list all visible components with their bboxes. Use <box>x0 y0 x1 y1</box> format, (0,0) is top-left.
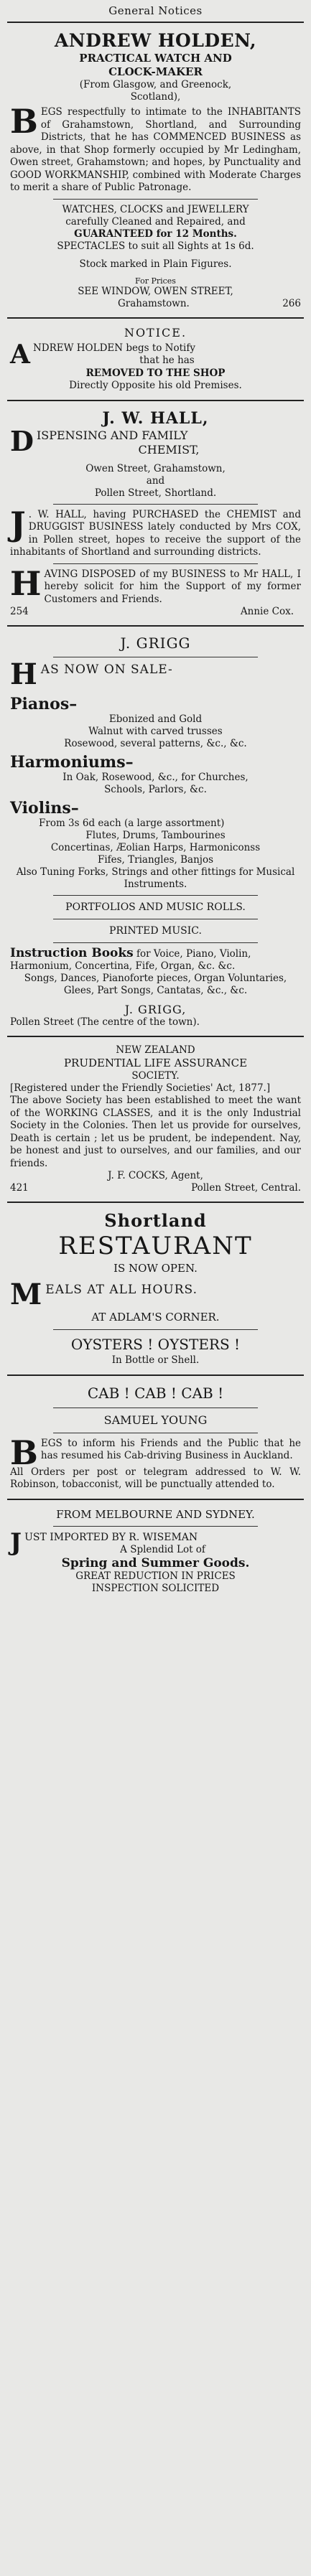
notice-line-4: Directly Opposite his old Premises. <box>69 380 242 391</box>
divider <box>7 1499 304 1500</box>
wiseman-inspection: INSPECTION SOLICITED <box>91 1582 220 1594</box>
holden-intro <box>10 102 301 195</box>
notice-line-2: that he has <box>139 355 195 366</box>
violins-heading: Violins– <box>10 799 79 818</box>
instruction-books-bold: Instruction Books <box>10 946 134 960</box>
holden-origin: (From Glasgow, and Greenock, <box>79 79 232 90</box>
instruction-books-text: for Voice, Piano, Violin, Harmonium, Concertina, Fife, Organ, &c. &c. <box>10 948 251 972</box>
holden-notice <box>7 326 304 393</box>
holden-name: ANDREW HOLDEN, <box>54 30 257 51</box>
holden-watches: WATCHES, CLOCKS and JEWELLERY <box>62 203 249 215</box>
holden-stock: Stock marked in Plain Figures. <box>79 258 232 270</box>
holden-watches-2: carefully Cleaned and Repaired, and <box>65 215 246 228</box>
violins-line-1: From 3s 6d each (a large assortment) <box>39 818 225 829</box>
divider <box>53 895 258 896</box>
divider <box>7 22 304 23</box>
grigg-has <box>10 657 301 691</box>
grigg-signature: J. GRIGG, <box>124 1003 187 1016</box>
prudential-body: The above Society has been established to meet the want of the WORKING CLASSES, and it is the only Industrial Society in the Colonies. Then let us provide for ourselves, Death is certain ; let us be prudent, be independent. Nay, be honest and just to ourselves, and our families, and our friends. <box>10 1095 301 1169</box>
prudential-agent: J. F. COCKS, Agent, <box>108 1170 203 1181</box>
divider <box>53 942 258 943</box>
section-header <box>7 0 304 17</box>
cab-orders: All Orders per post or telegram addressed to W. W. Robinson, tobacconist, will be punctually attended to. <box>10 1466 301 1490</box>
restaurant-shortland: Shortland <box>104 1210 207 1231</box>
prudential-ad <box>7 1044 304 1194</box>
hall-trade-dropcap: D <box>10 424 34 457</box>
divider <box>7 1202 304 1203</box>
newspaper-page <box>7 0 304 2576</box>
holden-trade-2: CLOCK-MAKER <box>108 65 203 78</box>
holden-intro-text: EGS respectfully to intimate to the INHABITANTS of Grahamstown, Shortland, and Surrounding Districts, that he has COMMENCED BUSINESS as above, in that Shop formerly occupied by Mr Ledingham, Owen street, Grahamstown; and hopes, by Punctuality and GOOD WORKMANSHIP, combined with Moderate Charges to merit a share of Public Patronage. <box>10 106 301 193</box>
cab-heading: CAB ! CAB ! CAB ! <box>87 1384 224 1402</box>
restaurant-oysters: OYSTERS ! OYSTERS ! <box>70 1336 241 1353</box>
grigg-name: J. GRIGG <box>120 634 191 652</box>
restaurant-corner: AT ADLAM'S CORNER. <box>91 1311 220 1324</box>
divider <box>7 400 304 401</box>
pianos-heading: Pianos– <box>10 695 78 713</box>
divider <box>7 1374 304 1376</box>
notice-line-3: REMOVED TO THE SHOP <box>85 367 226 379</box>
notice-heading: NOTICE. <box>124 325 187 339</box>
instruction-books <box>10 947 301 973</box>
hall-addr-2: and <box>146 474 165 487</box>
hall-name: J. W. HALL, <box>102 408 209 428</box>
harmoniums-line-2: Schools, Parlors, &c. <box>104 784 207 795</box>
pianos-line-2: Walnut with carved trusses <box>88 726 223 737</box>
harmoniums-line-1: In Oak, Rosewood, &c., for Churches, <box>62 772 249 783</box>
flutes-line: Flutes, Drums, Tambourines <box>85 830 226 841</box>
prudential-line-2: PRUDENTIAL LIFE ASSURANCE <box>63 1057 248 1069</box>
hall-addr-1: Owen Street, Grahamstown, <box>85 462 226 474</box>
wiseman-lot: A Splendid Lot of <box>120 1543 205 1555</box>
cab-body <box>10 1433 301 1472</box>
prudential-registered: [Registered under the Friendly Societies' Act, 1877.] <box>10 1082 271 1094</box>
holden-town: Grahamstown. <box>118 297 190 309</box>
wiseman-imported-text: UST IMPORTED BY R. WISEMAN <box>24 1531 198 1543</box>
holden-origin-2: Scotland), <box>130 91 181 103</box>
prudential-address: Pollen Street, Central. <box>191 1182 301 1194</box>
hall-footer <box>10 606 301 618</box>
restaurant-meals <box>10 1278 301 1311</box>
prudential-footer <box>10 1182 301 1194</box>
ad-number: 254 <box>10 606 29 617</box>
restaurant-title: RESTAURANT <box>58 1232 253 1260</box>
divider <box>53 563 258 564</box>
notice-text-1: NDREW HOLDEN begs to Notify <box>32 342 195 354</box>
tuning-line: Also Tuning Forks, Strings and other fittings for Musical Instruments. <box>16 866 295 890</box>
divider <box>53 199 258 200</box>
holden-prices: For Prices <box>135 276 176 286</box>
pianos-line-1: Ebonized and Gold <box>108 713 203 725</box>
restaurant-open: IS NOW OPEN. <box>113 1262 198 1275</box>
cox-signature: Annie Cox. <box>240 606 294 617</box>
cox-dropcap: H <box>10 563 42 603</box>
restaurant-bottle: In Bottle or Shell. <box>111 1354 200 1366</box>
notice-dropcap: A <box>10 339 30 370</box>
wiseman-goods: Spring and Summer Goods. <box>61 1555 250 1570</box>
cab-dropcap: B <box>10 1433 38 1472</box>
divider <box>7 317 304 319</box>
holden-intro-dropcap: B <box>10 102 38 141</box>
cab-name: SAMUEL YOUNG <box>103 1413 208 1427</box>
section-title: General Notices <box>108 4 203 17</box>
songs-line: Songs, Dances, Pianoforte pieces, Organ Voluntaries, Glees, Part Songs, Cantatas, &c., &c. <box>24 973 287 996</box>
holden-footer <box>10 298 301 310</box>
hall-addr-3: Pollen Street, Shortland. <box>94 487 217 499</box>
cox-body <box>10 563 301 606</box>
holden-guaranteed: GUARANTEED for 12 Months. <box>74 228 237 240</box>
cox-text: AVING DISPOSED of my BUSINESS to Mr HALL, I hereby solicit for him the Support of my former Customers and Friends. <box>44 568 301 605</box>
harmoniums-heading: Harmoniums– <box>10 753 134 772</box>
wiseman-reduction: GREAT REDUCTION IN PRICES <box>75 1570 236 1582</box>
holden-ad <box>7 30 304 310</box>
cab-ad <box>7 1383 304 1491</box>
holden-see-window: SEE WINDOW, OWEN STREET, <box>78 285 233 297</box>
divider <box>53 504 258 505</box>
pianos-line-3: Rosewood, several patterns, &c., &c. <box>64 738 247 749</box>
grigg-ad <box>7 634 304 1029</box>
restaurant-meals-dropcap: M <box>10 1278 43 1311</box>
printed-music: PRINTED MUSIC. <box>109 925 202 937</box>
divider <box>7 1036 304 1037</box>
divider <box>53 1329 258 1330</box>
restaurant-ad <box>7 1210 304 1367</box>
divider <box>7 625 304 627</box>
fifes-line: Fifes, Triangles, Banjos <box>97 854 214 866</box>
wiseman-dropcap: J <box>10 1527 22 1557</box>
wiseman-ad <box>7 1507 304 1595</box>
ad-number: 421 <box>10 1182 29 1194</box>
divider <box>53 1526 258 1527</box>
hall-ad <box>7 408 304 619</box>
prudential-line-1: NEW ZEALAND <box>116 1044 195 1056</box>
grigg-address: Pollen Street (The centre of the town). <box>10 1016 200 1028</box>
hall-body <box>10 504 301 559</box>
ad-number: 266 <box>282 297 301 309</box>
hall-trade-2: CHEMIST, <box>138 442 200 456</box>
restaurant-meals-text: EALS AT ALL HOURS. <box>45 1283 198 1297</box>
grigg-has-text: AS NOW ON SALE- <box>40 662 173 677</box>
hall-trade-text: ISPENSING AND FAMILY <box>36 428 188 442</box>
grigg-has-dropcap: H <box>10 657 38 691</box>
prudential-line-3: SOCIETY. <box>131 1070 180 1082</box>
holden-trade: PRACTICAL WATCH AND <box>79 52 232 65</box>
hall-body-dropcap: J <box>10 504 26 543</box>
holden-spectacles: SPECTACLES to suit all Sights at 1s 6d. <box>57 240 254 252</box>
concertinas-line: Concertinas, Æolian Harps, Harmoniconss <box>50 842 261 853</box>
wiseman-from: FROM MELBOURNE AND SYDNEY. <box>56 1507 255 1521</box>
cab-body-text: EGS to inform his Friends and the Public that he has resumed his Cab-driving Business in Auckland. <box>40 1437 301 1461</box>
hall-body-text: . W. HALL, having PURCHASED the CHEMIST and DRUGGIST BUSINESS lately conducted by Mrs COX, in Pollen street, hopes to receive the support of the inhabitants of Shortland and surrounding districts. <box>10 508 301 558</box>
portfolios-line: PORTFOLIOS AND MUSIC ROLLS. <box>65 901 246 913</box>
